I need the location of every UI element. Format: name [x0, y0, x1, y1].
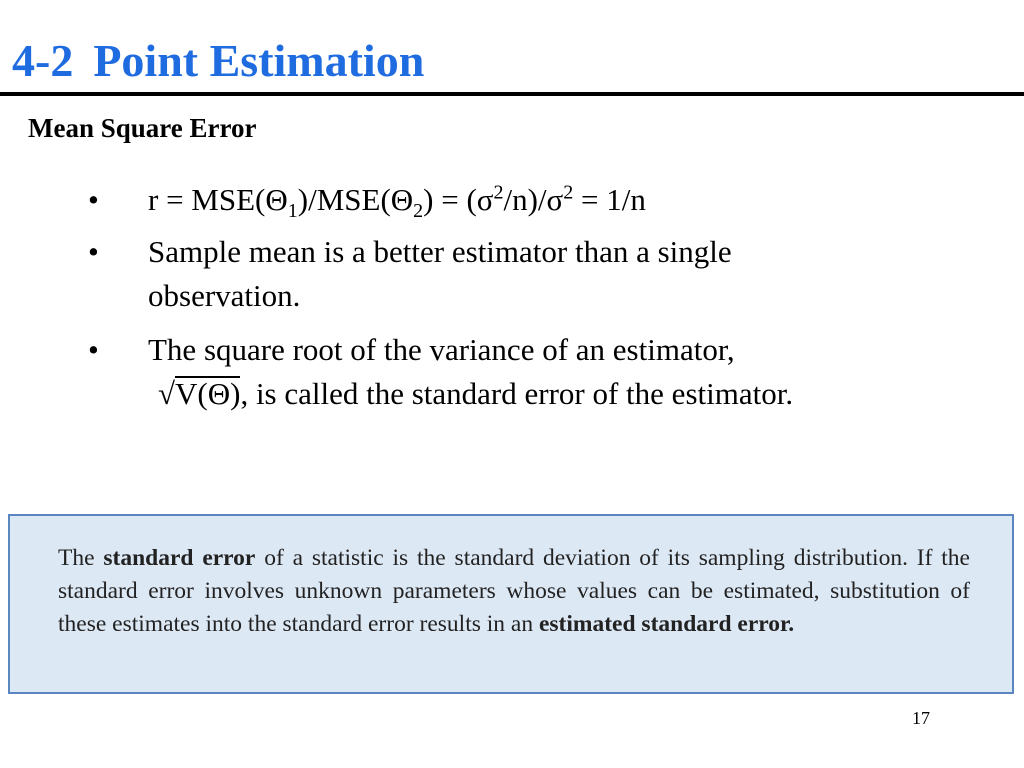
bullet-text-line: √V(Θ), is called the standard error of the estimator. [158, 376, 794, 411]
term-standard-error: standard error [103, 545, 256, 571]
title-divider [0, 92, 1024, 96]
bullet-marker: • [88, 182, 99, 217]
bullet-text-line: Sample mean is a better estimator than a single [148, 234, 732, 269]
bullet-standard-error [0, 328, 1010, 416]
bullet-marker: • [88, 234, 99, 269]
bullet-text-line: observation. [148, 278, 301, 313]
slide-title [12, 35, 425, 86]
bullet-list [0, 178, 1010, 426]
radicand: V(Θ) [175, 376, 241, 411]
slide-subtitle: Mean Square Error [28, 113, 257, 143]
definition-box [8, 514, 1014, 694]
bullet-sample-mean [0, 230, 1010, 318]
title-text: Point Estimation [93, 35, 425, 86]
page-number: 17 [912, 708, 930, 728]
mse-ratio-formula: $r = MSE(\Theta_1)/MSE(\Theta_2) = (\sigma^2/n)/\sigma^2 = 1/n$ [148, 181, 646, 223]
bullet-marker: • [88, 332, 99, 367]
term-estimated-standard-error: estimated standard error. [538, 611, 795, 637]
definition-text: The standard error of a statistic is the standard deviation of its sampling distribution. If the standard error involves unknown parameters whose values can be estimated, substitution of these estimates into the standard error results in an estimated standard error. [58, 545, 970, 637]
section-number: 4-2 [12, 35, 74, 86]
radical-sign: √ [158, 376, 176, 411]
bullet-text-line: The square root of the variance of an estimator, [148, 332, 735, 367]
bullet-mse-ratio [0, 178, 1010, 222]
